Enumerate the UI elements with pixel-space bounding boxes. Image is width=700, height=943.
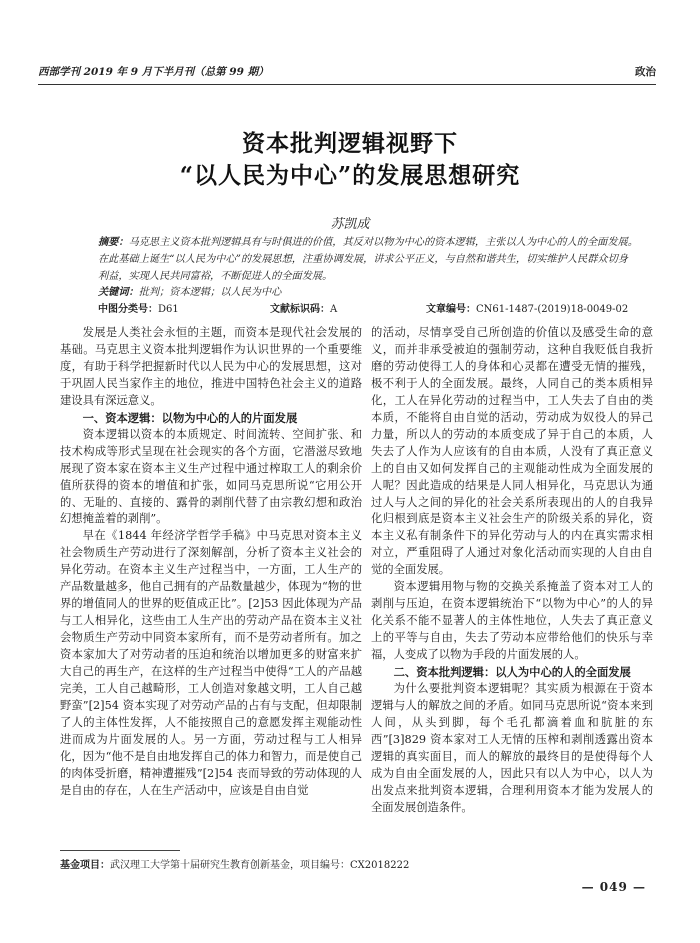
body-paragraph: 资本逻辑以资本的本质规定、时间流转、空间扩张、和技术构成等形式呈现在社会现实的各个方面，它潜滋尽致地展现了资本家在资本主义生产过程中通过榨取工人的剩余价值所获得的资本的增值和扩张，如同马克思所说“它用公开的、无耻的、直接的、露骨的剥削代替了由宗教幻想和政治幻想掩盖着的剥削”。: [60, 427, 362, 526]
author-name: 苏凯成: [330, 217, 370, 232]
body-paragraph: 资本逻辑用物与物的交换关系掩盖了资本对工人的剥削与压迫，在资本逻辑统治下“以物为中心”的人的异化关系不能不显著人的主体性地位，人失去了真正意义上的平等与自由，失去了劳动本应带给他们的快乐与幸福，人变成了以物为手段的片面发展的人。: [371, 580, 653, 662]
body-paragraph: 发展是人类社会永恒的主题，而资本是现代社会发展的基础。马克思主义资本批判逻辑作为认识世界的一个重要维度，有助于科学把握新时代以人民为中心的发展思想，这对于巩固人民当家作主的地位，推进中国特色社会主义的道路建设具有深远意义。: [60, 326, 362, 407]
footnote-rule: [60, 850, 180, 851]
document-code: 文献标识码：A: [270, 304, 338, 315]
section-label: 政治: [635, 66, 656, 78]
body-paragraph: 的活动，尽情享受自己所创造的价值以及感受生命的意义，而并非承受被迫的强制劳动，这种自我贬低自我折磨的劳动使得工人的身体和心灵都在遭受无情的摧残，极不利于人的全面发展。最终，人同自己的类本质相异化，工人在异化劳动的过程当中，工人失去了自由的类本质，不能将自由自觉的活动，劳动成为奴役人的异己力量，所以人的劳动的本质变成了异于自己的本质，人失去了人作为人应该有的自由本质，人没有了真正意义上的自由又如何发挥自己的主观能动性成为全面发展的人呢？因此造成的结果是人同人相异化，马克思认为通过人与人之间的异化的社会关系所表现出的人的自我异化归根到底是资本主义社会生产的阶级关系的异化，资本主义私有制条件下的异化劳动与人的内在真实需求相对立，严重阻碍了人通过对象化活动而实现的人自由自觉的全面发展。: [371, 326, 653, 577]
funding-footnote: [60, 856, 409, 871]
body-column-left: [60, 325, 362, 835]
abstract-label: 摘要：: [98, 236, 129, 248]
body-paragraph: 早在《1844 年经济学哲学手稿》中马克思对资本主义社会物质生产劳动进行了深刻解剖，分析了资本主义社会的异化劳动。在资本主义生产过程当中，一方面，工人生产的产品数量越多，他自己拥有的产品数量越少，体现为“物的世界的增值同人的世界的贬值成正比”。[2]53 因此体现为产品与工人相异化，这些由工人生产出的劳动产品在资本主义社会物质生产劳动中同资本家所有，而不是劳动者所有。加之资本家加大了对劳动者的压迫和统治以增加更多的财富来扩大自己的再生产，在这样的生产过程当中使得“工人的产品越完美，工人自己越畸形，工人创造对象越文明，工人自己越野蛮”[2]54 资本实现了对劳动产品的占有与支配，但却限制了人的主体性发挥，人不能按照自己的意愿发挥主观能动性进而成为片面发展的人。另一方面，劳动过程与工人相异化，因为“他不是自由地发挥自己的体力和智力，而是使自己的肉体受折磨，精神遭摧残”[2]54 丧而导致的劳动体现的人是自由的存在，人在生产活动中，应该是自由自觉: [60, 529, 362, 797]
keywords-label: 关键词：: [98, 286, 139, 298]
keywords: [98, 284, 638, 301]
body-column-right: [371, 325, 653, 835]
page-number: — 049 —: [581, 880, 646, 894]
abstract-text: 马克思主义资本批判逻辑具有与时俱进的价值，其反对以物为中心的资本逻辑，主张以人为中心的人的全面发展。在此基础上诞生“以人民为中心”的发展思想，注重协调发展，讲求公平正义，与自然和谐共生，切实维护人民群众切身利益，实现人民共同富裕，不断促进人的全面发展。: [98, 237, 638, 282]
article-number: 文章编号：CN61-1487-(2019)18-0049-02: [426, 304, 629, 315]
article-title-line-2: “以人民为中心”的发展思想研究: [179, 162, 521, 189]
clc-number: 中图分类号：D61: [98, 304, 179, 315]
footnote-label: 基金项目：: [60, 860, 110, 871]
keywords-text: 批判；资本逻辑；以人民为中心: [138, 287, 282, 298]
section-heading: 一、资本逻辑：以物为中心的人的片面发展: [82, 410, 298, 425]
article-title-line-1: 资本批判逻辑视野下: [242, 130, 458, 157]
body-paragraph: 为什么要批判资本逻辑呢？其实质为根源在于资本逻辑与人的解放之间的矛盾。如同马克思所说“资本来到人间，从头到脚，每个毛孔都滴着血和肮脏的东西”[3]829 资本家对工人无情的压榨和剥削透露出资本逻辑的真实面目，而人的解放的最终目的是使得每个人成为自由全面发展的人，因此只有以人为中心，以人为出发点来批判资本逻辑，合理利用资本才能为发展人的全面发展创造条件。: [371, 682, 653, 814]
footnote-text: 武汉理工大学第十届研究生教育创新基金，项目编号：CX2018222: [110, 860, 410, 871]
header-rule: [38, 84, 656, 85]
journal-name: 西部学刊 2019 年 9 月下半月刊（总第 99 期）: [38, 66, 269, 78]
section-heading: 二、资本批判逻辑：以人为中心的人的全面发展: [393, 665, 631, 680]
running-header: [38, 62, 656, 80]
abstract: [98, 234, 638, 285]
